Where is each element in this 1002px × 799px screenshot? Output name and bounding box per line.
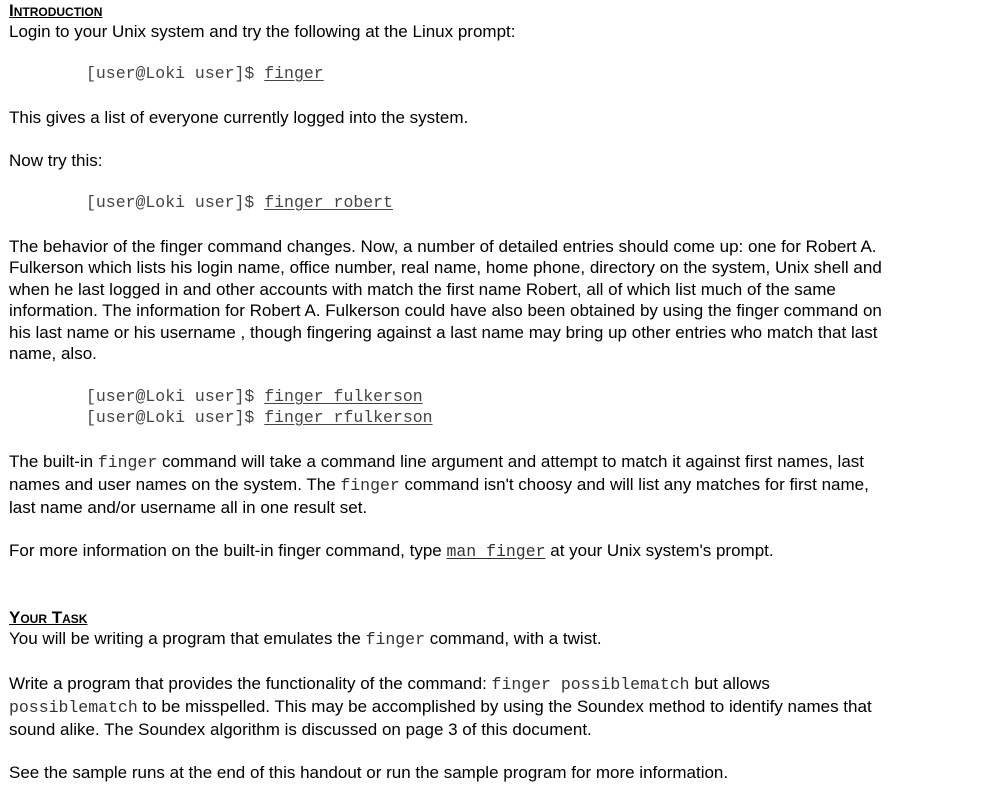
text: at your Unix system's prompt. [545,541,774,560]
introduction-heading: Introduction [9,1,103,20]
inline-code: finger [340,476,400,495]
builtin-line: last name and/or username all in one result set. [9,498,368,517]
text: names and user names on the system. The [9,475,341,494]
inline-code: finger [365,630,425,649]
text: Write a program that provides the functionality of the command: [9,674,492,693]
text: The built-in [9,452,98,471]
task-line [9,673,770,695]
builtin-line [9,451,864,473]
more-info-line [9,540,774,562]
now-try-text: Now try this: [9,151,103,170]
text: command isn't choosy and will list any matches for first name, [399,475,869,494]
your-task-heading: Your Task [9,608,88,627]
intro-line: Login to your Unix system and try the following at the Linux prompt: [9,22,516,41]
see-sample-line: See the sample runs at the end of this handout or run the sample program for more information. [9,763,729,782]
text: command will take a command line argument and attempt to match it against first names, last [157,452,865,471]
code-finger [86,63,324,84]
task-line [9,696,872,718]
paragraph-line: his last name or his username , though fingering against a last name may bring up other entries who match that last [9,323,878,342]
prompt: [user@Loki user]$ [86,387,265,406]
task-line [9,628,602,650]
paragraph-line: when he last logged in and other accounts with match the first name Robert, all of which list much of the same [9,280,836,299]
paragraph-line: information. The information for Robert A. Fulkerson could have also been obtained by using the finger command on [9,301,882,320]
text: For more information on the built-in finger command, type [9,541,447,560]
command-finger-robert: finger robert [264,193,393,212]
command-finger-fulkerson: finger fulkerson [264,387,423,406]
paragraph-line: Fulkerson which lists his login name, office number, real name, home phone, directory on the system, Unix shell and [9,258,882,277]
paragraph-line: The behavior of the finger command changes. Now, a number of detailed entries should come up: one for Robert A. [9,237,877,256]
text: to be misspelled. This may be accomplished by using the Soundex method to identify names that [137,697,872,716]
command-finger: finger [264,64,324,83]
inline-code: finger possiblematch [491,675,690,694]
code-finger-robert [86,192,393,213]
code-finger-rfulkerson [86,407,433,428]
command-finger-rfulkerson: finger rfulkerson [264,408,433,427]
code-finger-fulkerson [86,386,423,407]
after-cmd1-text: This gives a list of everyone currently logged into the system. [9,108,469,127]
paragraph-line: name, also. [9,344,97,363]
text: command, with a twist. [424,629,602,648]
text: You will be writing a program that emulates the [9,629,366,648]
prompt: [user@Loki user]$ [86,64,265,83]
builtin-line [9,474,869,496]
prompt: [user@Loki user]$ [86,193,265,212]
inline-code: finger [97,453,158,472]
text: but allows [689,674,770,693]
prompt: [user@Loki user]$ [86,408,265,427]
inline-code: possiblematch [9,698,138,717]
man-finger-command: man finger [446,542,546,561]
task-line: sound alike. The Soundex algorithm is discussed on page 3 of this document. [9,720,592,739]
